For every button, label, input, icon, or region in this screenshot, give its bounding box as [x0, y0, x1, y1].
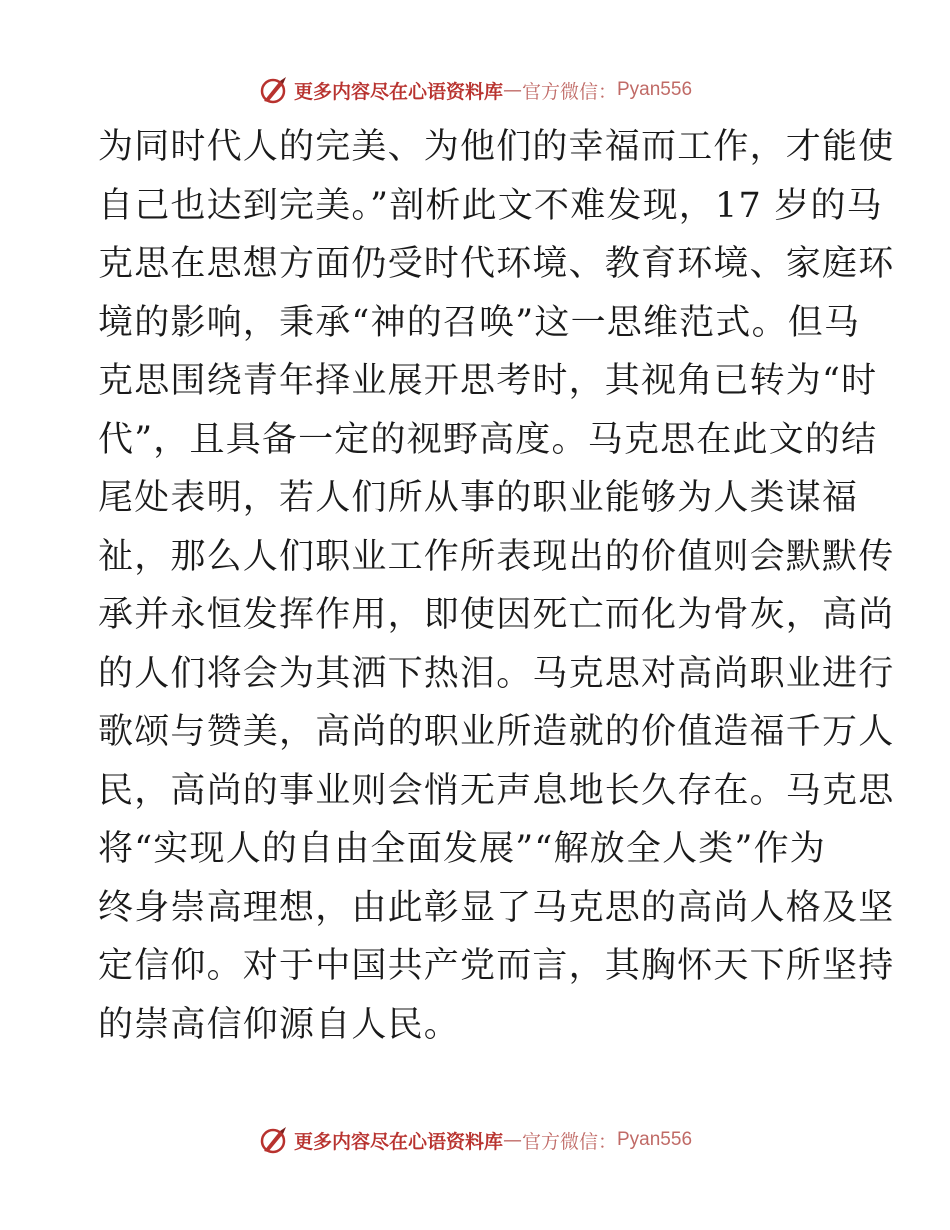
banner-dash: — — [502, 79, 522, 101]
text-line: 祉，那么人们职业工作所表现出的价值则会默默传 — [98, 536, 895, 577]
banner-main-text: 更多内容尽在心语资料库 — [293, 80, 503, 103]
banner-wechat-label: 官方微信： — [521, 1130, 617, 1153]
banner-main-text: 更多内容尽在心语资料库 — [293, 1130, 503, 1153]
page-footer-banner — [0, 1122, 950, 1158]
text-line: 的崇高信仰源自人民。 — [98, 1004, 461, 1045]
text-line: 为同时代人的完美、为他们的幸福而工作，才能使 — [98, 127, 895, 167]
text-line: 定信仰。对于中国共产党而言，其胸怀天下所坚持 — [98, 946, 895, 986]
body-text — [98, 118, 895, 1054]
text-line: 终身崇高理想，由此彰显了马克思的高尚人格及坚 — [98, 887, 895, 928]
text-line: 克思围绕青年择业展开思考时，其视角已转为“时 — [98, 361, 878, 401]
text-line: 代”，且具备一定的视野高度。马克思在此文的结 — [98, 419, 878, 460]
text-line: 的人们将会为其洒下热泪。马克思对高尚职业进行 — [98, 653, 895, 694]
quill-pen-logo-icon — [258, 75, 288, 105]
quill-pen-logo-icon — [258, 1125, 288, 1155]
banner-dash: — — [502, 1129, 522, 1151]
text-line: 境的影响，秉承“神的召唤”这一思维范式。但马 — [98, 302, 861, 343]
banner-wechat-id: Pyan556 — [617, 1129, 693, 1150]
text-line: 将“实现人的自由全面发展”“解放全人类”作为 — [98, 829, 826, 869]
text-line: 承并永恒发挥作用，即使因死亡而化为骨灰，高尚 — [98, 595, 895, 635]
banner-wechat-id: Pyan556 — [617, 79, 693, 100]
text-line: 尾处表明，若人们所从事的职业能够为人类谋福 — [98, 478, 859, 518]
text-line: 自己也达到完美。”剖析此文不难发现，17 岁的马 — [98, 185, 883, 226]
banner-wechat-label: 官方微信： — [521, 80, 617, 103]
text-line: 歌颂与赞美，高尚的职业所造就的价值造福千万人 — [98, 712, 895, 752]
text-line: 民，高尚的事业则会悄无声息地长久存在。马克思 — [98, 770, 895, 811]
text-line: 克思在思想方面仍受时代环境、教育环境、家庭环 — [98, 244, 895, 284]
page-header-banner — [0, 72, 950, 108]
